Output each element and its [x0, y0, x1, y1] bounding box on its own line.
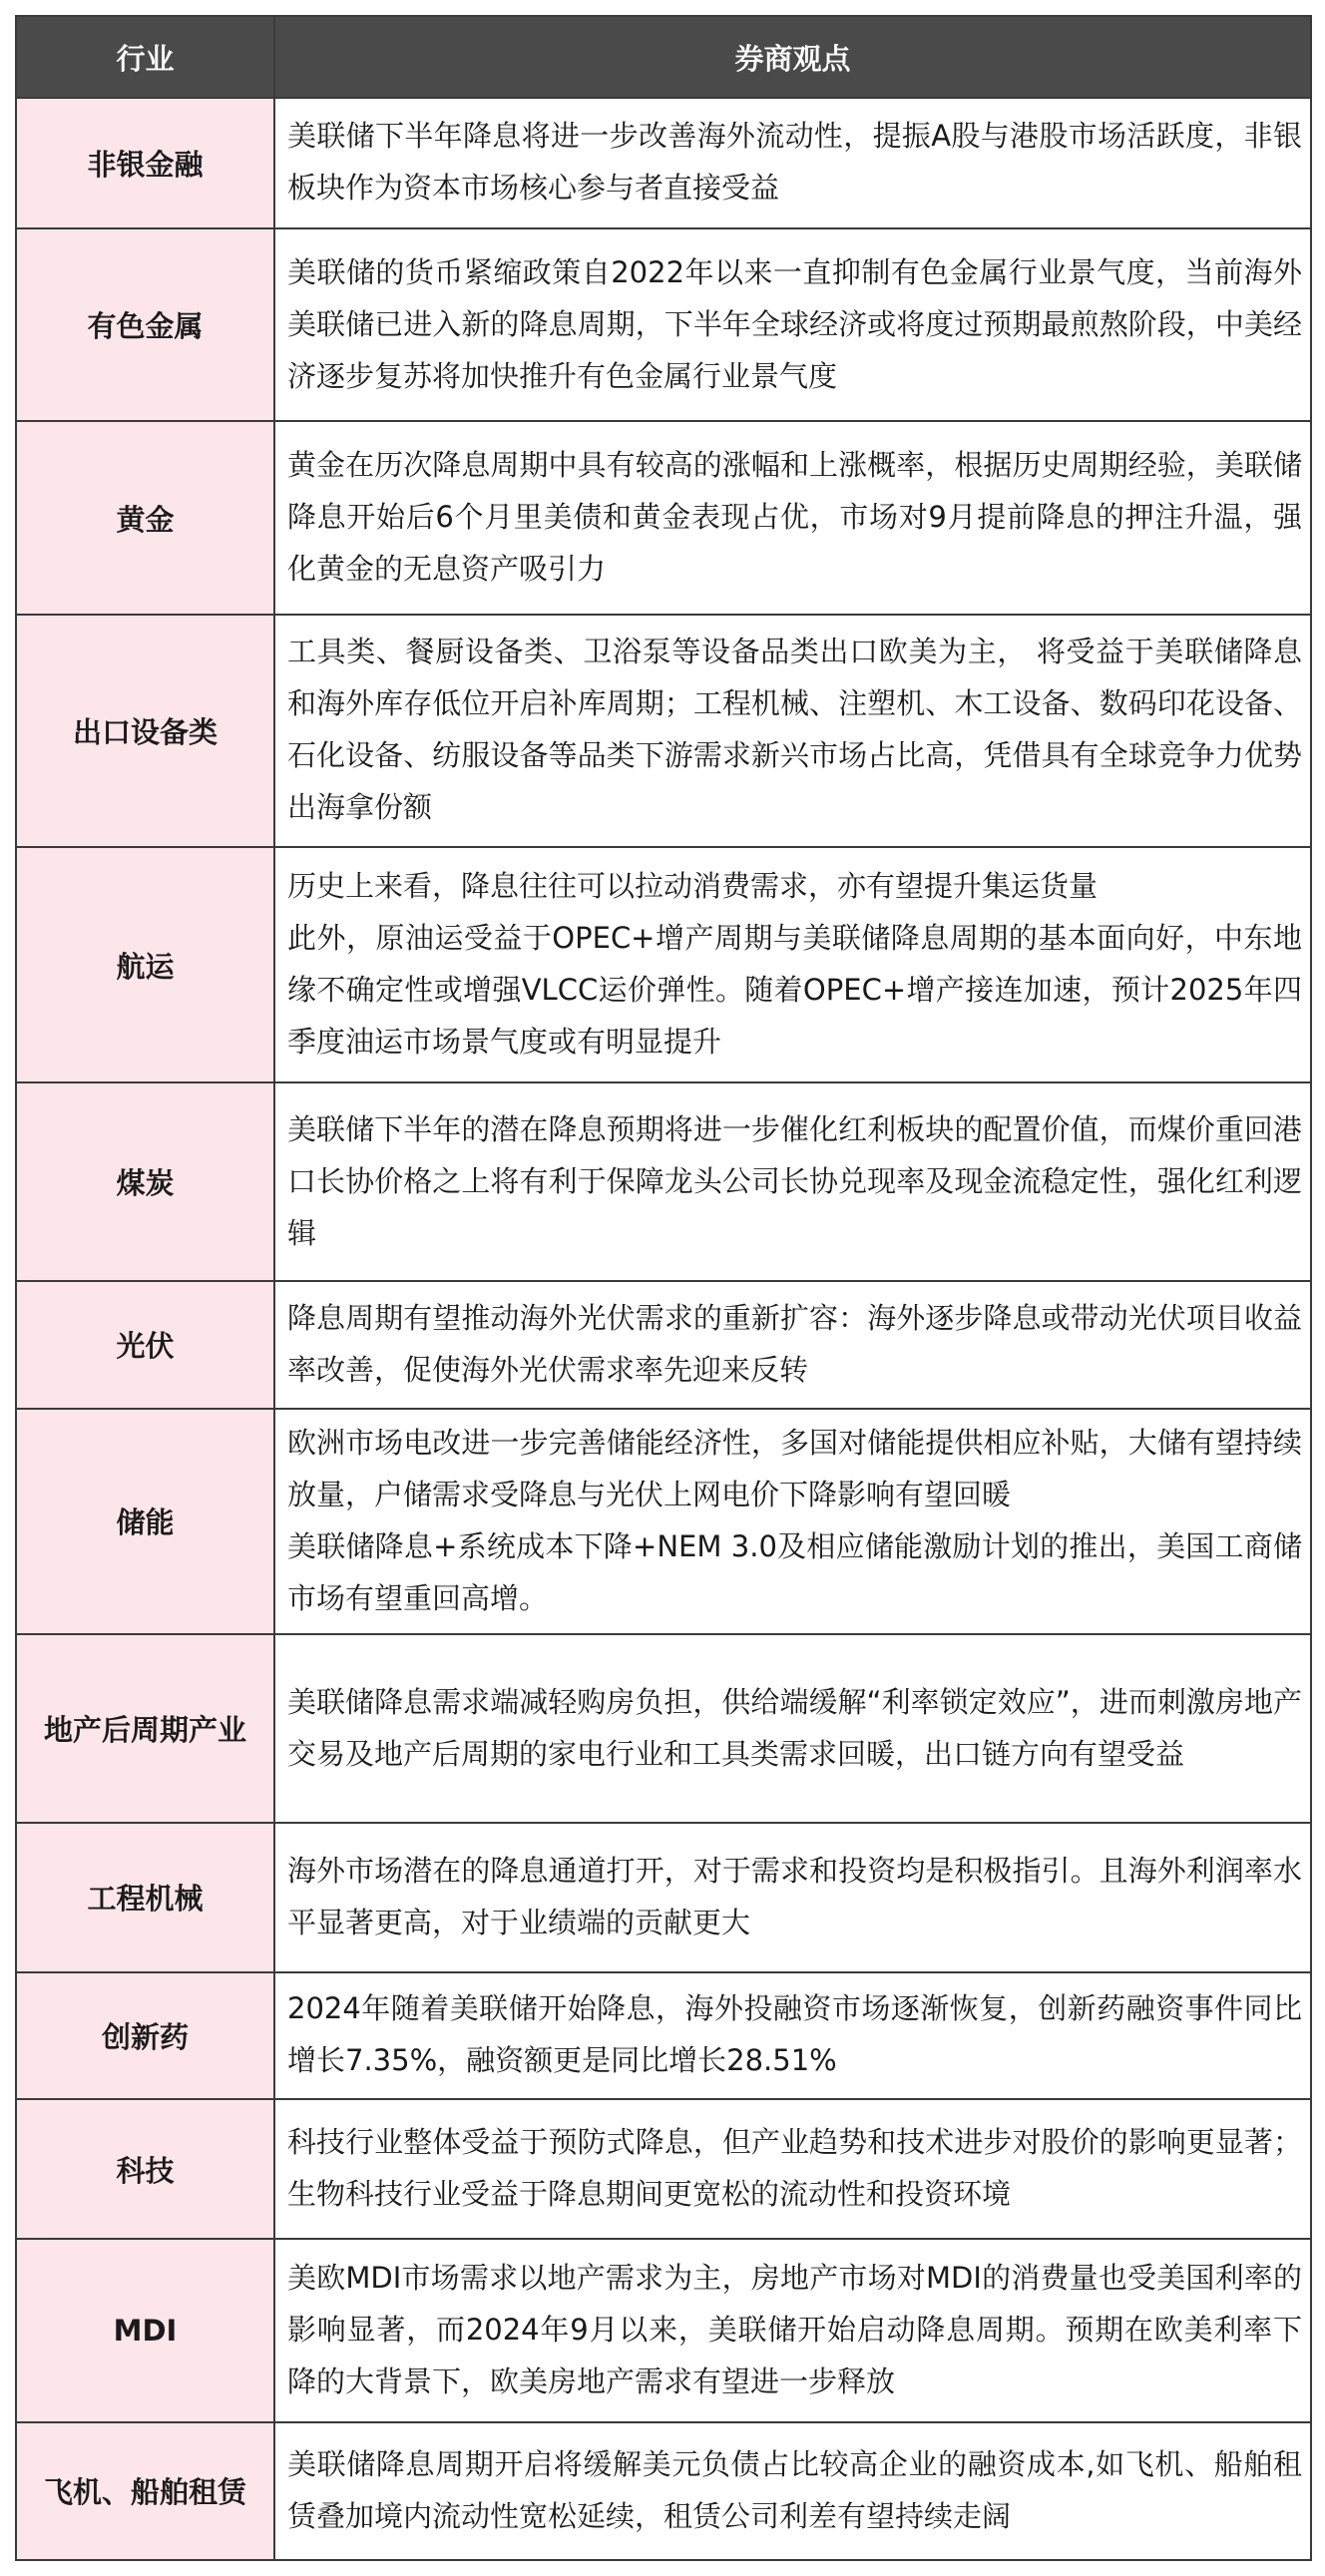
table-row: [16, 1634, 1311, 1823]
table-row: [16, 2099, 1311, 2238]
view-cell: 美联储下半年的潜在降息预期将进一步催化红利板块的配置价值，而煤价重回港口长协价格之上将有利于保障龙头公司长协兑现率及现金流稳定性，强化红利逻辑: [274, 1082, 1311, 1281]
industry-cell: 飞机、船舶租赁: [16, 2422, 274, 2560]
industry-views-table-container: [15, 15, 1310, 2561]
industry-cell: 航运: [16, 847, 274, 1082]
view-cell: 美联储下半年降息将进一步改善海外流动性，提振A股与港股市场活跃度，非银板块作为资本市场核心参与者直接受益: [274, 98, 1311, 228]
view-cell: 美欧MDI市场需求以地产需求为主，房地产市场对MDI的消费量也受美国利率的影响显著，而2024年9月以来，美联储开始启动降息周期。预期在欧美利率下降的大背景下，欧美房地产需求有望进一步释放: [274, 2239, 1311, 2422]
table-row: [16, 1281, 1311, 1409]
table-header-row: [16, 16, 1311, 98]
view-cell: 降息周期有望推动海外光伏需求的重新扩容：海外逐步降息或带动光伏项目收益率改善，促使海外光伏需求率先迎来反转: [274, 1281, 1311, 1409]
view-cell: 黄金在历次降息周期中具有较高的涨幅和上涨概率，根据历史周期经验，美联储降息开始后6个月里美债和黄金表现占优，市场对9月提前降息的押注升温，强化黄金的无息资产吸引力: [274, 421, 1311, 614]
table-row: [16, 1972, 1311, 2100]
view-cell: 历史上来看，降息往往可以拉动消费需求，亦有望提升集运货量 此外，原油运受益于OPEC+增产周期与美联储降息周期的基本面向好，中东地缘不确定性或增强VLCC运价弹性。随着OPEC+增产接连加速，预计2025年四季度油运市场景气度或有明显提升: [274, 847, 1311, 1082]
industry-cell: 煤炭: [16, 1082, 274, 1281]
view-cell: 工具类、餐厨设备类、卫浴泵等设备品类出口欧美为主， 将受益于美联储降息和海外库存低位开启补库周期；工程机械、注塑机、木工设备、数码印花设备、石化设备、纺服设备等品类下游需求新兴市场占比高，凭借具有全球竞争力优势出海拿份额: [274, 615, 1311, 847]
industry-cell: 有色金属: [16, 228, 274, 421]
industry-cell: MDI: [16, 2239, 274, 2422]
industry-cell: 创新药: [16, 1972, 274, 2100]
industry-cell: 工程机械: [16, 1823, 274, 1971]
table-row: [16, 847, 1311, 1082]
industry-cell: 储能: [16, 1409, 274, 1634]
table-row: [16, 421, 1311, 614]
table-row: [16, 98, 1311, 228]
view-cell: 美联储的货币紧缩政策自2022年以来一直抑制有色金属行业景气度，当前海外美联储已进入新的降息周期，下半年全球经济或将度过预期最煎熬阶段，中美经济逐步复苏将加快推升有色金属行业景气度: [274, 228, 1311, 421]
view-cell: 科技行业整体受益于预防式降息，但产业趋势和技术进步对股价的影响更显著；生物科技行业受益于降息期间更宽松的流动性和投资环境: [274, 2099, 1311, 2238]
table-row: [16, 1823, 1311, 1971]
industry-cell: 黄金: [16, 421, 274, 614]
table-row: [16, 228, 1311, 421]
industry-cell: 光伏: [16, 1281, 274, 1409]
industry-cell: 地产后周期产业: [16, 1634, 274, 1823]
view-cell: 欧洲市场电改进一步完善储能经济性，多国对储能提供相应补贴，大储有望持续放量，户储需求受降息与光伏上网电价下降影响有望回暖 美联储降息+系统成本下降+NEM 3.0及相应储能激励计划的推出，美国工商储市场有望重回高增。: [274, 1409, 1311, 1634]
industry-cell: 出口设备类: [16, 615, 274, 847]
table-row: [16, 2422, 1311, 2560]
table-row: [16, 615, 1311, 847]
industry-views-table: [15, 15, 1312, 2561]
header-broker-view: 券商观点: [274, 16, 1311, 98]
table-row: [16, 1082, 1311, 1281]
table-row: [16, 1409, 1311, 1634]
view-cell: 美联储降息需求端减轻购房负担，供给端缓解“利率锁定效应”，进而刺激房地产交易及地产后周期的家电行业和工具类需求回暖，出口链方向有望受益: [274, 1634, 1311, 1823]
view-cell: 海外市场潜在的降息通道打开，对于需求和投资均是积极指引。且海外利润率水平显著更高，对于业绩端的贡献更大: [274, 1823, 1311, 1971]
view-cell: 2024年随着美联储开始降息，海外投融资市场逐渐恢复，创新药融资事件同比增长7.35%，融资额更是同比增长28.51%: [274, 1972, 1311, 2100]
view-cell: 美联储降息周期开启将缓解美元负债占比较高企业的融资成本,如飞机、船舶租赁叠加境内流动性宽松延续，租赁公司利差有望持续走阔: [274, 2422, 1311, 2560]
industry-cell: 非银金融: [16, 98, 274, 228]
industry-cell: 科技: [16, 2099, 274, 2238]
header-industry: 行业: [16, 16, 274, 98]
table-row: [16, 2239, 1311, 2422]
